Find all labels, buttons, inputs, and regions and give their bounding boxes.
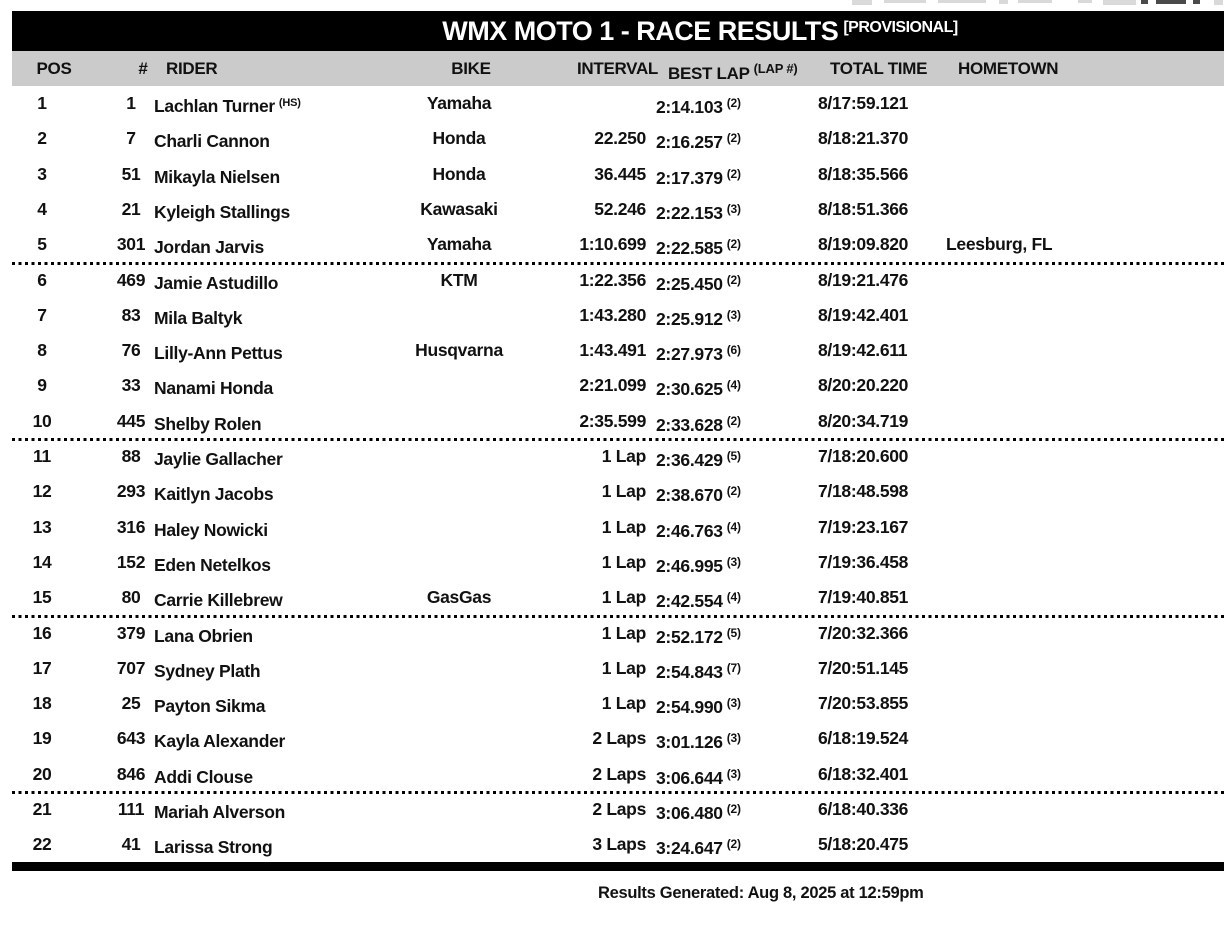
cell-pos: 1 <box>37 93 47 113</box>
cell-total-time: 8/19:42.401 <box>818 304 909 325</box>
cell-number: 846 <box>116 763 146 784</box>
rider-suffix: (HS) <box>278 97 301 109</box>
table-row <box>12 686 1224 721</box>
cell-rider: Mila Baltyk <box>154 307 243 328</box>
cell-number: 316 <box>116 516 146 537</box>
table-row <box>12 192 1224 227</box>
cell-number: 469 <box>116 269 146 290</box>
cell-bike: Yamaha <box>426 93 492 113</box>
cell-number: 41 <box>121 834 141 855</box>
best-lap-lap-number: (2) <box>726 237 741 252</box>
table-row <box>12 121 1224 156</box>
cell-best-lap: 2:22.153 $^{(3)}$ <box>656 201 741 223</box>
cell-number: 1 <box>126 93 136 113</box>
cell-rider: Larissa Strong <box>154 837 273 858</box>
best-lap-lap-number: (3) <box>726 766 741 781</box>
cell-best-lap: 2:54.990 $^{(3)}$ <box>656 696 741 718</box>
cell-total-time: 7/20:51.145 <box>818 657 909 678</box>
cell-best-lap: 3:01.126 $^{(3)}$ <box>656 731 741 753</box>
cell-rider: Lachlan Turner $^{(HS)}$ <box>154 96 301 116</box>
col-hometown: HOMETOWN <box>958 59 1059 78</box>
cell-number: 80 <box>121 587 141 608</box>
cell-pos: 9 <box>37 375 47 396</box>
cell-pos: 18 <box>32 693 52 714</box>
cell-number: 379 <box>116 622 146 643</box>
cell-best-lap: 3:24.647 $^{(2)}$ <box>656 837 741 859</box>
cell-bike: GasGas <box>426 587 492 608</box>
table-row <box>12 298 1224 333</box>
cell-interval: 2:21.099 <box>579 375 646 396</box>
cell-pos: 8 <box>37 340 47 361</box>
cell-interval: 1:43.491 <box>579 340 646 361</box>
cell-pos: 14 <box>32 551 52 572</box>
cell-rider: Eden Netelkos <box>154 554 271 575</box>
cell-hometown: Leesburg, FL <box>946 234 1053 255</box>
cell-best-lap: 2:27.973 $^{(6)}$ <box>656 343 741 365</box>
cell-rider: Haley Nowicki <box>154 519 268 540</box>
table-row <box>12 227 1224 262</box>
race-title-text: WMX MOTO 1 - RACE RESULTS <box>442 15 839 46</box>
best-lap-lap-number: (4) <box>726 378 741 393</box>
col-number: # <box>138 59 148 78</box>
cell-number: 7 <box>126 128 136 149</box>
table-row <box>12 263 1224 298</box>
cell-pos: 7 <box>37 304 47 325</box>
cell-number: 301 <box>116 234 146 255</box>
cell-rider: Addi Clouse <box>154 766 253 787</box>
best-lap-lap-number: (2) <box>726 413 741 428</box>
cell-interval: 1 Lap <box>601 446 646 466</box>
cropped-logos <box>0 0 1224 8</box>
cell-pos: 5 <box>37 234 47 255</box>
best-lap-lap-number: (2) <box>726 96 741 110</box>
cell-interval: 1 Lap <box>601 657 646 678</box>
cell-number: 293 <box>116 481 146 502</box>
table-row <box>12 616 1224 651</box>
provisional-tag: [PROVISIONAL] <box>843 18 958 36</box>
cell-interval: 52.246 <box>594 198 646 219</box>
best-lap-lap-number: (7) <box>726 660 741 675</box>
cell-total-time: 7/20:32.366 <box>818 622 909 643</box>
cell-pos: 6 <box>37 269 47 290</box>
cell-rider: Lilly-Ann Pettus <box>154 343 283 364</box>
table-row <box>12 721 1224 756</box>
cell-rider: Jordan Jarvis <box>154 237 264 258</box>
cell-interval <box>508 86 646 121</box>
group-separator <box>12 438 1224 441</box>
best-lap-lap-number: (2) <box>726 484 741 499</box>
best-lap-lap-number: (2) <box>726 837 741 852</box>
cell-pos: 19 <box>32 728 52 749</box>
cell-best-lap: 2:14.103 $^{(2)}$ <box>656 96 741 117</box>
page-title <box>442 16 957 47</box>
cell-rider: Kyleigh Stallings <box>154 201 290 222</box>
cell-pos: 3 <box>37 163 47 184</box>
cell-best-lap: 2:33.628 $^{(2)}$ <box>656 413 741 435</box>
cell-rider: Lana Obrien <box>154 625 253 646</box>
cell-pos: 2 <box>37 128 47 149</box>
table-row <box>12 439 1224 474</box>
best-lap-lap-number: (3) <box>726 201 741 216</box>
cell-pos: 11 <box>33 446 51 466</box>
cell-total-time: 8/19:21.476 <box>818 269 909 290</box>
best-lap-lap-number: (4) <box>726 519 741 534</box>
cell-interval: 1 Lap <box>601 481 646 502</box>
cell-total-time: 7/20:53.855 <box>818 693 909 714</box>
table-bottom-bar <box>12 862 1224 871</box>
cell-best-lap: 2:16.257 $^{(2)}$ <box>656 131 741 153</box>
cell-total-time: 8/18:21.370 <box>818 128 909 149</box>
cell-total-time: 8/17:59.121 <box>818 93 909 113</box>
cell-rider: Shelby Rolen <box>154 413 262 434</box>
cell-number: 76 <box>121 340 141 361</box>
cell-pos: 16 <box>32 622 52 643</box>
cell-pos: 13 <box>32 516 52 537</box>
cell-total-time: 8/18:35.566 <box>818 163 909 184</box>
cell-best-lap: 2:25.450 $^{(2)}$ <box>656 272 741 294</box>
cell-interval: 1:43.280 <box>579 304 646 325</box>
cell-interval: 1 Lap <box>601 587 646 608</box>
col-rider: RIDER <box>166 59 218 78</box>
cell-interval: 36.445 <box>594 163 646 184</box>
cell-rider: Payton Sikma <box>154 696 266 717</box>
cell-bike: Honda <box>432 163 486 184</box>
best-lap-lap-number: (2) <box>726 272 741 287</box>
cell-rider: Sydney Plath <box>154 660 261 681</box>
cell-interval: 1 Lap <box>601 551 646 572</box>
cell-total-time: 7/19:36.458 <box>818 551 909 572</box>
cell-number: 21 <box>121 198 141 219</box>
table-row <box>12 757 1224 792</box>
table-row <box>12 333 1224 368</box>
best-lap-lap-number: (4) <box>726 590 741 605</box>
cell-rider: Jamie Astudillo <box>154 272 279 293</box>
cell-best-lap: 2:54.843 $^{(7)}$ <box>656 660 741 682</box>
cell-pos: 12 <box>32 481 52 502</box>
best-lap-lap-number: (3) <box>726 307 741 322</box>
cell-number: 152 <box>116 551 146 572</box>
cell-best-lap: 2:46.995 $^{(3)}$ <box>656 554 741 576</box>
cell-pos: 15 <box>32 587 52 608</box>
col-best-lap: BEST LAP $^{(LAP \#)}$ <box>668 61 798 83</box>
cell-interval: 22.250 <box>594 128 646 149</box>
cell-best-lap: 3:06.644 $^{(3)}$ <box>656 766 741 788</box>
cell-best-lap: 2:42.554 $^{(4)}$ <box>656 590 741 612</box>
cell-number: 88 <box>121 446 141 466</box>
cell-rider: Mariah Alverson <box>154 802 286 822</box>
cell-interval: 2 Laps <box>592 728 646 749</box>
cell-total-time: 7/18:48.598 <box>818 481 909 502</box>
col-best-lap-sup: (LAP #) <box>753 61 798 76</box>
best-lap-lap-number: (2) <box>726 802 741 816</box>
cell-interval: 1:22.356 <box>579 269 646 290</box>
cell-total-time: 8/19:09.820 <box>818 234 909 255</box>
cell-total-time: 8/19:42.611 <box>818 340 908 361</box>
results-generated: Results Generated: Aug 8, 2025 at 12:59pm <box>598 884 924 902</box>
cell-best-lap: 2:36.429 $^{(5)}$ <box>656 449 741 470</box>
cell-best-lap: 2:38.670 $^{(2)}$ <box>656 484 741 506</box>
table-row <box>12 651 1224 686</box>
cell-pos: 20 <box>32 763 52 784</box>
cell-number: 33 <box>121 375 141 396</box>
cell-best-lap: 2:46.763 $^{(4)}$ <box>656 519 741 541</box>
group-separator <box>12 791 1224 794</box>
cell-total-time: 5/18:20.475 <box>818 834 909 855</box>
cell-rider: Carrie Killebrew <box>154 590 283 611</box>
table-row <box>12 474 1224 509</box>
column-header-row <box>12 51 1224 86</box>
cell-number: 25 <box>121 693 141 714</box>
cell-rider: Kaitlyn Jacobs <box>154 484 274 505</box>
table-row <box>12 510 1224 545</box>
cell-pos: 21 <box>32 799 52 819</box>
cell-interval: 1:10.699 <box>579 234 646 255</box>
cell-pos: 22 <box>32 834 52 855</box>
cell-number: 83 <box>121 304 141 325</box>
best-lap-lap-number: (5) <box>726 449 741 463</box>
group-separator <box>12 615 1224 618</box>
col-interval: INTERVAL <box>576 59 658 78</box>
cell-interval: 1 Lap <box>601 622 646 643</box>
col-pos: POS <box>36 59 72 78</box>
cell-bike: Kawasaki <box>420 198 498 219</box>
cell-pos: 10 <box>32 410 52 431</box>
cell-bike: KTM <box>440 269 478 290</box>
cell-interval: 3 Laps <box>592 834 646 855</box>
cell-best-lap: 2:52.172 $^{(5)}$ <box>656 625 741 647</box>
table-row <box>12 792 1224 827</box>
cell-interval: 2:35.599 <box>579 410 646 431</box>
table-row <box>12 545 1224 580</box>
cell-number: 707 <box>116 657 146 678</box>
best-lap-lap-number: (3) <box>726 731 741 746</box>
table-row <box>12 157 1224 192</box>
table-row <box>12 368 1224 403</box>
cell-total-time: 6/18:40.336 <box>818 799 909 819</box>
cell-number: 111 <box>117 799 145 819</box>
cell-number: 643 <box>116 728 146 749</box>
cell-bike: Husqvarna <box>415 340 503 361</box>
cell-rider: Kayla Alexander <box>154 731 286 752</box>
cell-rider: Mikayla Nielsen <box>154 166 280 187</box>
cell-best-lap: 2:25.912 $^{(3)}$ <box>656 307 741 329</box>
cell-best-lap: 2:17.379 $^{(2)}$ <box>656 166 741 188</box>
cell-bike: Yamaha <box>426 234 492 255</box>
cell-interval: 1 Lap <box>601 516 646 537</box>
cell-pos: 17 <box>32 657 52 678</box>
group-separator <box>12 262 1224 265</box>
cell-interval: 2 Laps <box>592 799 646 819</box>
best-lap-lap-number: (2) <box>726 166 741 181</box>
cell-rider: Charli Cannon <box>154 131 270 152</box>
best-lap-lap-number: (3) <box>726 696 741 711</box>
col-total-time: TOTAL TIME <box>830 59 928 78</box>
cell-number: 445 <box>116 410 146 431</box>
cell-total-time: 7/19:23.167 <box>818 516 909 537</box>
cell-best-lap: 3:06.480 $^{(2)}$ <box>656 802 741 823</box>
table-row <box>12 580 1224 615</box>
cell-total-time: 6/18:19.524 <box>818 728 909 749</box>
cell-total-time: 8/20:20.220 <box>818 375 909 396</box>
cell-number: 51 <box>121 163 141 184</box>
cell-total-time: 8/18:51.366 <box>818 198 909 219</box>
cell-pos: 4 <box>37 198 47 219</box>
title-bar <box>12 11 1224 51</box>
table-row <box>12 827 1224 862</box>
cell-total-time: 7/18:20.600 <box>818 446 909 466</box>
cell-total-time: 8/20:34.719 <box>818 410 909 431</box>
cell-bike: Honda <box>432 128 486 149</box>
best-lap-lap-number: (3) <box>726 554 741 569</box>
cell-total-time: 7/19:40.851 <box>818 587 909 608</box>
cell-interval: 2 Laps <box>592 763 646 784</box>
cell-interval: 1 Lap <box>601 693 646 714</box>
cell-best-lap: 2:30.625 $^{(4)}$ <box>656 378 741 400</box>
cell-rider: Jaylie Gallacher <box>154 449 283 469</box>
table-row <box>12 404 1224 439</box>
table-row <box>12 86 1224 121</box>
best-lap-lap-number: (5) <box>726 625 741 640</box>
cell-best-lap: 2:22.585 $^{(2)}$ <box>656 237 741 259</box>
col-bike: BIKE <box>451 59 491 78</box>
cell-rider: Nanami Honda <box>154 378 273 399</box>
cell-total-time: 6/18:32.401 <box>818 763 909 784</box>
best-lap-lap-number: (6) <box>726 343 741 358</box>
best-lap-lap-number: (2) <box>726 131 741 146</box>
